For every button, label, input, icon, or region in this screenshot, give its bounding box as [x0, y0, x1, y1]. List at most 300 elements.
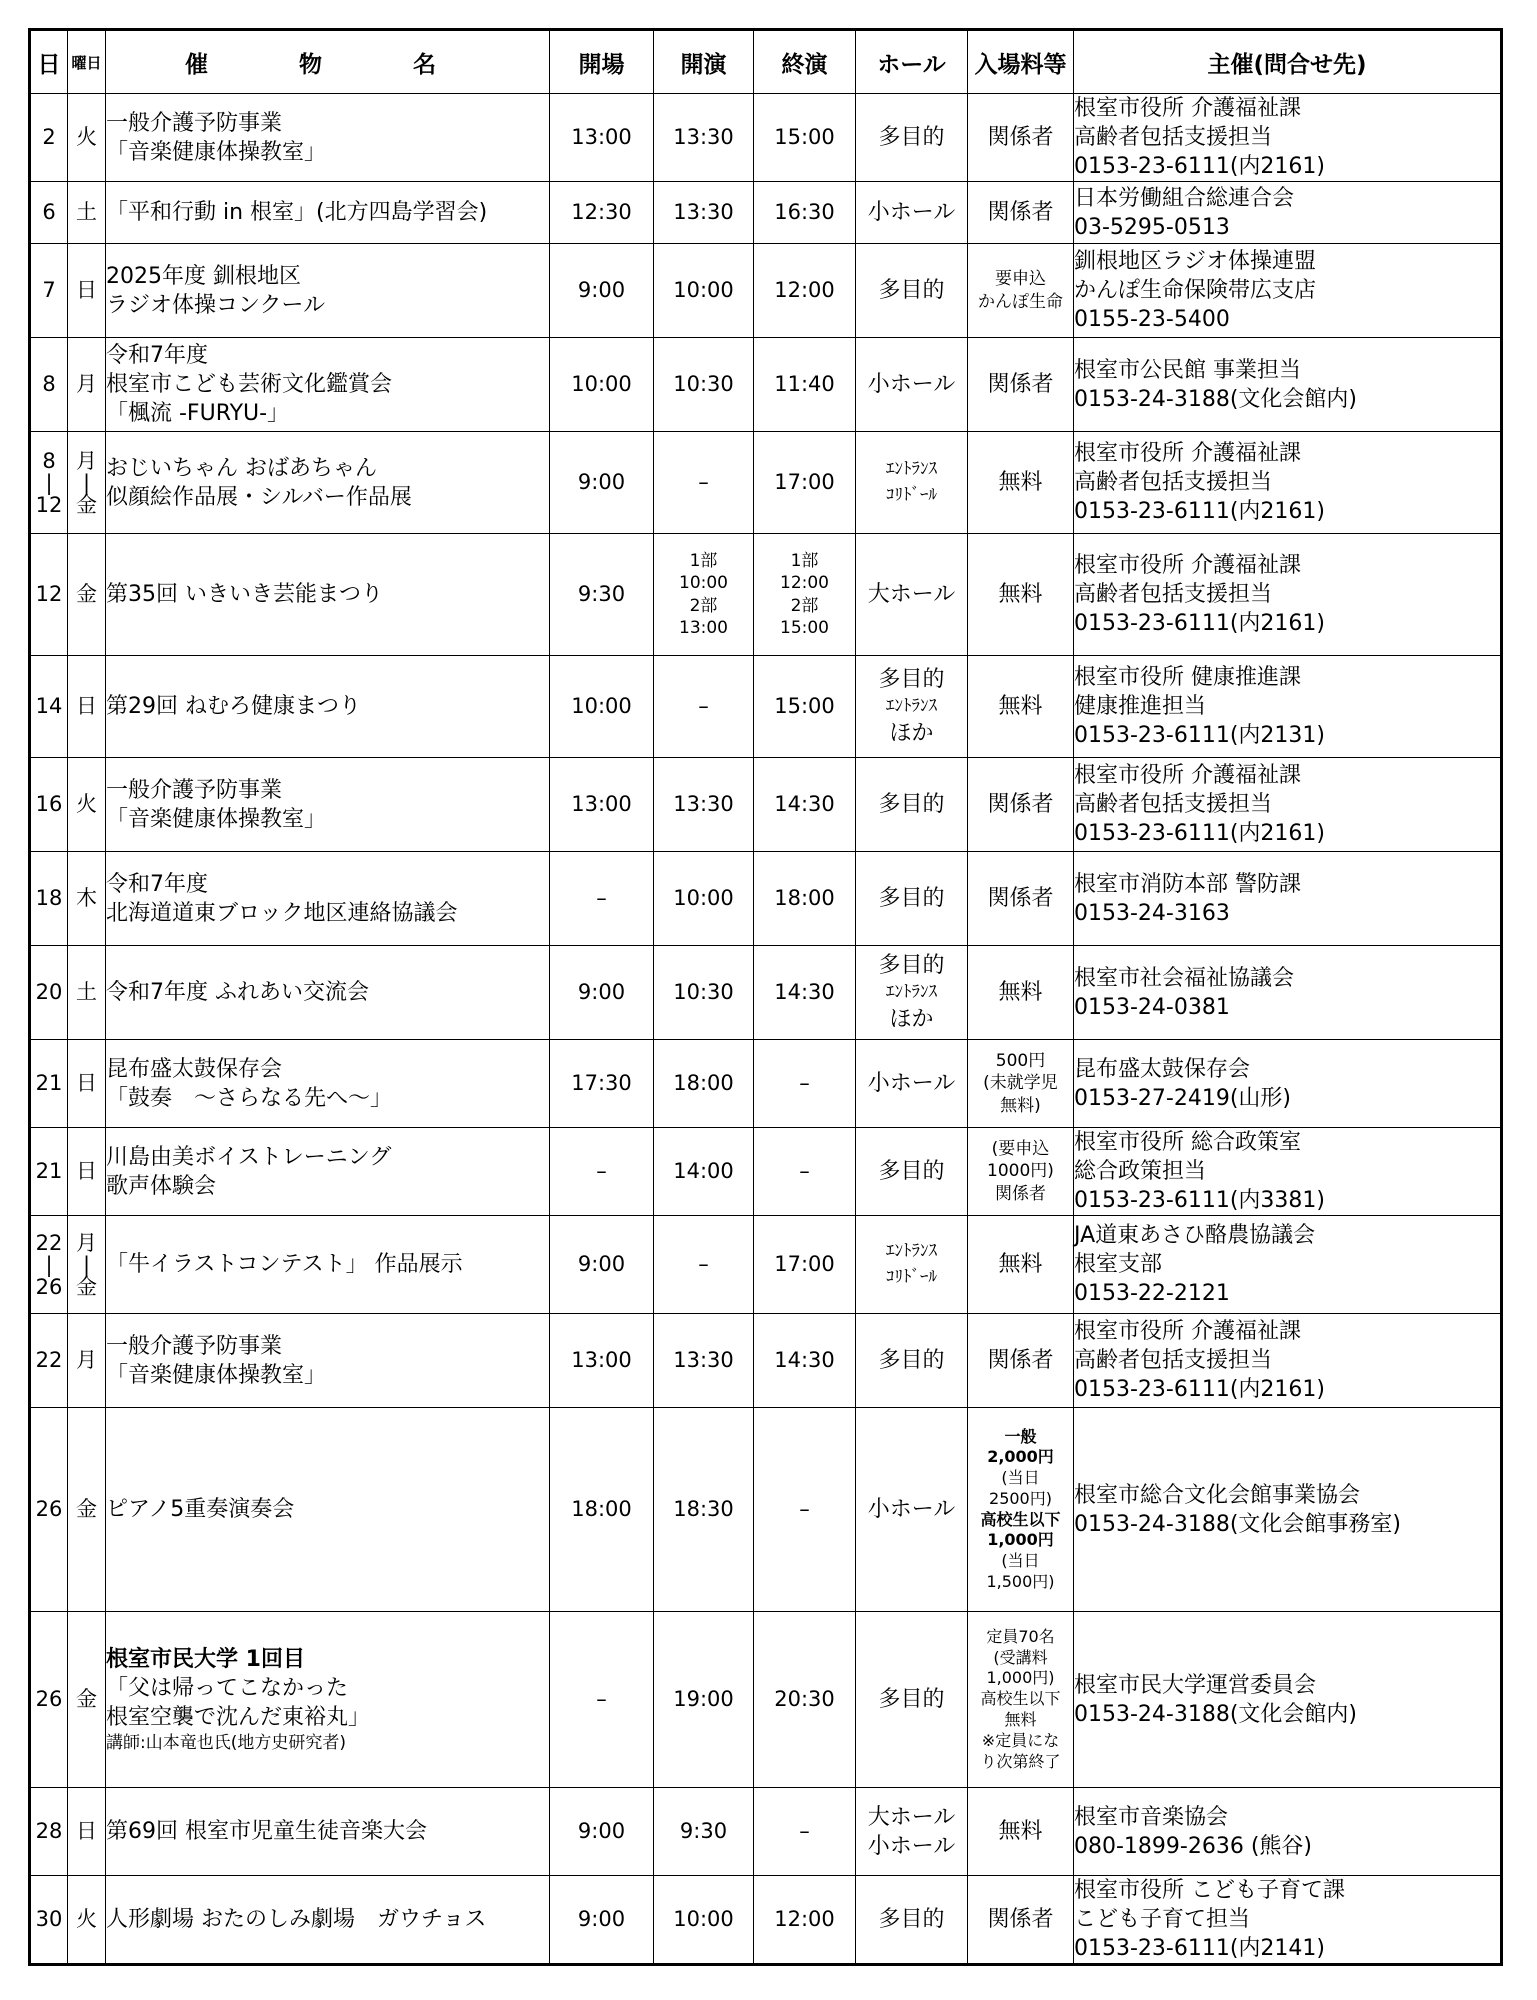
event-end-time: [754, 1876, 856, 1965]
fee-line: 無料): [1000, 1095, 1041, 1116]
event-day-of-week: [68, 1216, 106, 1314]
cell-line: 根室市役所 介護福祉課: [1074, 1319, 1301, 1345]
fee-line: 1000円): [987, 1161, 1054, 1182]
cell-line: 高齢者包括支援担当: [1074, 125, 1273, 151]
event-end-time: [754, 1314, 856, 1408]
event-name-line: 一般介護予防事業: [106, 777, 283, 803]
event-start-time: [654, 1876, 754, 1965]
event-name: [106, 656, 550, 758]
event-day: [30, 1408, 68, 1612]
cell-line: 月: [76, 371, 97, 396]
event-hall: [856, 656, 968, 758]
cell-line: 8: [42, 448, 56, 473]
cell-line: 13:00: [679, 618, 728, 639]
event-hall: [856, 1040, 968, 1128]
event-name-line: 根室市民大学 1回目: [106, 1646, 305, 1672]
cell-line: 2部: [790, 595, 819, 616]
cell-line: 15:00: [780, 618, 829, 639]
cell-line: 16: [35, 791, 63, 816]
hall-line: 多目的: [878, 1907, 945, 1933]
cell-line: 12:00: [774, 1906, 835, 1931]
fee-line: 無料: [998, 582, 1043, 608]
fee-line: (当日: [1001, 1551, 1040, 1571]
event-name-line: 「音楽健康体操教室」: [106, 806, 327, 832]
event-fee: [968, 1128, 1074, 1216]
fee-line: (要申込: [991, 1138, 1050, 1159]
event-end-time: [754, 338, 856, 432]
event-start-time: [654, 758, 754, 852]
event-start-time: [654, 1128, 754, 1216]
cell-line: こども子育て担当: [1074, 1907, 1251, 1933]
event-day: [30, 1314, 68, 1408]
event-open-time: –: [550, 1612, 654, 1788]
event-name: [106, 534, 550, 656]
cell-line: 日: [76, 277, 97, 302]
event-hall: [856, 94, 968, 182]
event-row: [30, 338, 1502, 432]
cell-line: 根室市役所 介護福祉課: [1074, 553, 1301, 579]
hall-line: 多目的: [878, 886, 945, 912]
hall-line: ｴﾝﾄﾗﾝｽ: [886, 1241, 937, 1262]
fee-line: り次第終了: [980, 1751, 1061, 1771]
event-fee: [968, 1314, 1074, 1408]
event-name-line: 「楓流 -FURYU-」: [106, 401, 290, 427]
event-day-of-week: [68, 534, 106, 656]
cell-line: 金: [76, 1496, 97, 1521]
event-organizer: [1074, 1612, 1502, 1788]
event-row: [30, 1040, 1502, 1128]
cell-line: 0153-24-3188(文化会館内): [1074, 386, 1358, 412]
event-hall: [856, 182, 968, 244]
cell-line: 総合政策担当: [1074, 1159, 1207, 1185]
cell-line: 0153-24-3188(文化会館内): [1074, 1701, 1358, 1727]
cell-line: 月: [76, 448, 97, 473]
cell-line: 12: [35, 492, 63, 517]
event-end-time: [754, 1216, 856, 1314]
cell-line: 0153-23-6111(内3381): [1074, 1188, 1326, 1214]
cell-line: 0153-23-6111(内2161): [1074, 154, 1326, 180]
event-open-time: 10:00: [550, 338, 654, 432]
event-day: [30, 1876, 68, 1965]
event-day: [30, 94, 68, 182]
event-name: [106, 946, 550, 1040]
event-row: [30, 94, 1502, 182]
event-name-line: 一般介護予防事業: [106, 110, 283, 136]
event-start-time: [654, 244, 754, 338]
event-day: [30, 656, 68, 758]
header-hall: ホール: [856, 30, 968, 94]
event-open-time: 18:00: [550, 1408, 654, 1612]
event-open-time: –: [550, 1128, 654, 1216]
event-day: [30, 534, 68, 656]
event-day: [30, 244, 68, 338]
hall-line: ｺﾘﾄﾞｰﾙ: [886, 484, 937, 505]
cell-line: 15:00: [774, 124, 835, 149]
event-name: [106, 852, 550, 946]
event-name: [106, 244, 550, 338]
cell-line: 根室市役所 介護福祉課: [1074, 763, 1301, 789]
fee-line: 関係者: [987, 792, 1054, 818]
hall-line: 小ホール: [867, 1497, 956, 1523]
event-organizer: [1074, 534, 1502, 656]
event-end-time: [754, 1040, 856, 1128]
event-hall: [856, 432, 968, 534]
cell-line: 0153-24-3188(文化会館事務室): [1074, 1511, 1402, 1537]
hall-line: 多目的: [878, 278, 945, 304]
event-row: [30, 1876, 1502, 1965]
cell-line: 10:00: [673, 277, 734, 302]
event-row: [30, 1788, 1502, 1876]
event-start-time: [654, 1216, 754, 1314]
event-fee: [968, 946, 1074, 1040]
cell-line: –: [799, 1496, 810, 1521]
event-name-line: 「父は帰ってこなかった: [106, 1675, 349, 1701]
event-hall: [856, 338, 968, 432]
cell-line: 日: [76, 693, 97, 718]
event-end-time: [754, 946, 856, 1040]
event-schedule-table: [28, 28, 1503, 1966]
cell-line: 14:00: [673, 1158, 734, 1183]
cell-line: 18:00: [774, 885, 835, 910]
event-open-time: 9:30: [550, 534, 654, 656]
cell-line: 0155-23-5400: [1074, 307, 1230, 333]
event-name-line: 第69回 根室市児童生徒音楽大会: [106, 1819, 427, 1845]
event-name-line: 一般介護予防事業: [106, 1333, 283, 1359]
event-organizer: [1074, 1788, 1502, 1876]
event-fee: [968, 432, 1074, 534]
cell-line: |: [45, 470, 53, 495]
cell-line: 18:00: [673, 1070, 734, 1095]
event-fee: [968, 1612, 1074, 1788]
event-end-time: [754, 1408, 856, 1612]
cell-line: 高齢者包括支援担当: [1074, 1348, 1273, 1374]
event-hall: [856, 1876, 968, 1965]
event-name-line: 2025年度 釧根地区: [106, 263, 301, 289]
cell-line: 金: [76, 581, 97, 606]
cell-line: 月: [76, 1230, 97, 1255]
fee-line: 関係者: [987, 125, 1054, 151]
event-day-of-week: [68, 432, 106, 534]
cell-line: 0153-23-6111(内2141): [1074, 1936, 1326, 1962]
cell-line: 0153-24-3163: [1074, 900, 1230, 926]
event-name-line: おじいちゃん おばあちゃん: [106, 455, 377, 481]
event-start-time: [654, 1788, 754, 1876]
fee-line: 関係者: [987, 200, 1054, 226]
event-day-of-week: [68, 946, 106, 1040]
cell-line: 日: [76, 1818, 97, 1843]
event-start-time: [654, 1612, 754, 1788]
event-name: [106, 1612, 550, 1788]
event-name-line: 「牛イラストコンテスト」 作品展示: [106, 1252, 463, 1278]
event-name-line: 「鼓奏 ～さらなる先へ～」: [106, 1085, 393, 1111]
event-day: [30, 946, 68, 1040]
event-hall: [856, 1788, 968, 1876]
event-name: [106, 1314, 550, 1408]
event-row: [30, 656, 1502, 758]
event-day: [30, 1612, 68, 1788]
fee-line: 無料: [1004, 1710, 1037, 1730]
hall-line: 多目的: [878, 792, 945, 818]
hall-line: 小ホール: [867, 200, 956, 226]
hall-line: ｴﾝﾄﾗﾝｽ: [886, 459, 937, 480]
cell-line: –: [799, 1158, 810, 1183]
event-name: [106, 1128, 550, 1216]
cell-line: 7: [42, 277, 56, 302]
event-name: [106, 1876, 550, 1965]
cell-line: 根室市役所 総合政策室: [1074, 1130, 1301, 1156]
event-row: [30, 1216, 1502, 1314]
cell-line: 根室市役所 介護福祉課: [1074, 96, 1301, 121]
fee-line: 1,000円): [986, 1668, 1055, 1688]
cell-line: 土: [76, 199, 97, 224]
event-end-time: [754, 1788, 856, 1876]
cell-line: 26: [35, 1274, 63, 1299]
event-name: [106, 432, 550, 534]
cell-line: 根室市公民館 事業担当: [1074, 357, 1301, 383]
event-open-time: 9:00: [550, 1216, 654, 1314]
cell-line: 釧根地区ラジオ体操連盟: [1074, 249, 1317, 275]
event-row: [30, 1408, 1502, 1612]
event-name-line: 第35回 いきいき芸能まつり: [106, 582, 383, 608]
fee-line: 関係者: [987, 372, 1054, 398]
event-open-time: 17:30: [550, 1040, 654, 1128]
event-name: [106, 758, 550, 852]
cell-line: 根室市消防本部 警防課: [1074, 871, 1301, 897]
event-open-time: –: [550, 852, 654, 946]
event-organizer: [1074, 946, 1502, 1040]
event-name: [106, 1788, 550, 1876]
event-name-line: 根室空襲で沈んだ東裕丸」: [106, 1704, 371, 1730]
event-end-time: [754, 1612, 856, 1788]
cell-line: 根室市音楽協会: [1074, 1804, 1229, 1830]
event-open-time: 10:00: [550, 656, 654, 758]
cell-line: 20:30: [774, 1686, 835, 1711]
cell-line: 健康推進担当: [1074, 694, 1207, 720]
event-fee: [968, 94, 1074, 182]
event-day: [30, 1216, 68, 1314]
cell-line: –: [698, 1251, 709, 1276]
hall-line: 小ホール: [867, 1833, 956, 1859]
event-day-of-week: [68, 182, 106, 244]
event-organizer: [1074, 1314, 1502, 1408]
event-fee: [968, 534, 1074, 656]
fee-line: 1,000円: [987, 1530, 1054, 1550]
event-organizer: [1074, 338, 1502, 432]
cell-line: 高齢者包括支援担当: [1074, 582, 1273, 608]
cell-line: 03-5295-0513: [1074, 214, 1230, 240]
hall-line: 小ホール: [867, 372, 956, 398]
event-start-time: [654, 656, 754, 758]
fee-line: 1,500円): [986, 1572, 1055, 1592]
event-organizer: [1074, 182, 1502, 244]
event-day: [30, 758, 68, 852]
event-name-line: 令和7年度 ふれあい交流会: [106, 980, 369, 1006]
hall-line: ｴﾝﾄﾗﾝｽ: [886, 695, 937, 716]
cell-line: 10:00: [679, 573, 728, 594]
cell-line: 火: [76, 791, 97, 816]
event-day-of-week: [68, 1788, 106, 1876]
cell-line: 高齢者包括支援担当: [1074, 792, 1273, 818]
hall-line: ｺﾘﾄﾞｰﾙ: [886, 1266, 937, 1287]
cell-line: 14:30: [774, 1347, 835, 1372]
event-name: [106, 1408, 550, 1612]
cell-line: 18:30: [673, 1496, 734, 1521]
event-start-time: [654, 182, 754, 244]
event-fee: [968, 1408, 1074, 1612]
hall-line: 多目的: [878, 1348, 945, 1374]
cell-line: 火: [76, 124, 97, 149]
event-row: [30, 1612, 1502, 1788]
event-day: [30, 1128, 68, 1216]
fee-line: 高校生以下: [980, 1689, 1061, 1709]
cell-line: 14:30: [774, 791, 835, 816]
hall-line: 多目的: [878, 1687, 945, 1713]
cell-line: 26: [35, 1686, 63, 1711]
cell-line: 0153-23-6111(内2161): [1074, 611, 1326, 637]
cell-line: 1部: [689, 550, 718, 571]
event-name: [106, 1040, 550, 1128]
cell-line: 9:30: [679, 1818, 728, 1843]
hall-line: 小ホール: [867, 1071, 956, 1097]
event-end-time: [754, 758, 856, 852]
event-hall: [856, 1612, 968, 1788]
event-day: [30, 338, 68, 432]
cell-line: –: [799, 1070, 810, 1095]
cell-line: 根室市総合文化会館事業協会: [1074, 1482, 1361, 1508]
fee-line: 無料: [998, 1819, 1043, 1845]
cell-line: 10:30: [673, 371, 734, 396]
header-open: 開場: [550, 30, 654, 94]
event-row: [30, 182, 1502, 244]
event-hall: [856, 534, 968, 656]
event-row: [30, 432, 1502, 534]
cell-line: 根室市社会福祉協議会: [1074, 965, 1295, 991]
event-name: [106, 182, 550, 244]
event-name-line: 昆布盛太鼓保存会: [106, 1056, 283, 1082]
cell-line: 火: [76, 1906, 97, 1931]
event-row: [30, 758, 1502, 852]
cell-line: 0153-23-6111(内2131): [1074, 723, 1326, 749]
event-name: [106, 1216, 550, 1314]
event-row: [30, 1314, 1502, 1408]
fee-line: 関係者: [995, 1183, 1046, 1204]
cell-line: 10:30: [673, 979, 734, 1004]
fee-line: 関係者: [987, 1348, 1054, 1374]
cell-line: 根室市役所 介護福祉課: [1074, 441, 1301, 467]
cell-line: 木: [76, 885, 97, 910]
cell-line: 0153-23-6111(内2161): [1074, 821, 1326, 847]
cell-line: 19:00: [673, 1686, 734, 1711]
event-start-time: [654, 1040, 754, 1128]
event-organizer: [1074, 94, 1502, 182]
cell-line: 2: [42, 124, 56, 149]
event-hall: [856, 244, 968, 338]
cell-line: 13:30: [673, 791, 734, 816]
event-day-of-week: [68, 1612, 106, 1788]
event-start-time: [654, 852, 754, 946]
event-name-line: 歌声体験会: [106, 1173, 217, 1199]
cell-line: 8: [42, 371, 56, 396]
cell-line: 26: [35, 1496, 63, 1521]
cell-line: 金: [76, 1274, 97, 1299]
event-day-of-week: [68, 244, 106, 338]
event-day-of-week: [68, 1876, 106, 1965]
event-day-of-week: [68, 656, 106, 758]
event-open-time: 9:00: [550, 1876, 654, 1965]
header-end: 終演: [754, 30, 856, 94]
cell-line: 10:00: [673, 885, 734, 910]
fee-line: (当日: [1001, 1468, 1040, 1488]
event-open-time: 13:00: [550, 94, 654, 182]
hall-line: ｴﾝﾄﾗﾝｽ: [886, 981, 937, 1002]
fee-line: ※定員にな: [981, 1730, 1060, 1750]
event-start-time: [654, 432, 754, 534]
event-name-line: 「平和行動 in 根室」(北方四島学習会): [106, 200, 488, 226]
event-organizer: [1074, 656, 1502, 758]
fee-line: 無料: [998, 694, 1043, 720]
event-fee: [968, 852, 1074, 946]
event-start-time: [654, 1314, 754, 1408]
event-day-of-week: [68, 338, 106, 432]
header-fee: 入場料等: [968, 30, 1074, 94]
fee-line: (未就学児: [983, 1073, 1058, 1094]
event-organizer: [1074, 758, 1502, 852]
cell-line: |: [45, 1252, 53, 1277]
fee-line: 定員70名: [986, 1626, 1055, 1646]
fee-line: 2500円): [989, 1488, 1052, 1508]
cell-line: 13:30: [673, 199, 734, 224]
fee-line: 一般: [1004, 1426, 1037, 1446]
event-fee: [968, 244, 1074, 338]
event-organizer: [1074, 852, 1502, 946]
event-end-time: [754, 534, 856, 656]
fee-line: 2,000円: [987, 1447, 1054, 1467]
event-name-line: 講師:山本竜也氏(地方史研究者): [106, 1733, 346, 1754]
hall-line: 多目的: [878, 952, 945, 978]
fee-line: 要申込: [995, 269, 1046, 290]
event-day: [30, 1040, 68, 1128]
event-name-line: 「音楽健康体操教室」: [106, 139, 327, 165]
event-hall: [856, 946, 968, 1040]
cell-line: 0153-24-0381: [1074, 994, 1230, 1020]
header-day: 日: [30, 30, 68, 94]
header-row: [30, 30, 1502, 94]
event-start-time: [654, 534, 754, 656]
event-name-line: 川島由美ボイストレーニング: [106, 1144, 392, 1170]
event-open-time: 13:00: [550, 1314, 654, 1408]
event-day: [30, 1788, 68, 1876]
fee-line: 無料: [998, 470, 1043, 496]
event-row: [30, 852, 1502, 946]
event-open-time: 13:00: [550, 758, 654, 852]
event-fee: [968, 1040, 1074, 1128]
header-start: 開演: [654, 30, 754, 94]
event-row: [30, 946, 1502, 1040]
event-open-time: 9:00: [550, 432, 654, 534]
header-event-name: 催 物 名: [106, 30, 550, 94]
cell-line: 21: [35, 1070, 63, 1095]
cell-line: 12:00: [774, 277, 835, 302]
event-fee: [968, 758, 1074, 852]
header-organizer: 主催(問合せ先): [1074, 30, 1502, 94]
event-organizer: [1074, 432, 1502, 534]
cell-line: 13:30: [673, 124, 734, 149]
cell-line: 15:00: [774, 693, 835, 718]
event-end-time: [754, 244, 856, 338]
cell-line: 根室市役所 こども子育て課: [1074, 1878, 1345, 1904]
event-name-line: 「音楽健康体操教室」: [106, 1362, 327, 1388]
cell-line: 0153-23-6111(内2161): [1074, 499, 1326, 525]
